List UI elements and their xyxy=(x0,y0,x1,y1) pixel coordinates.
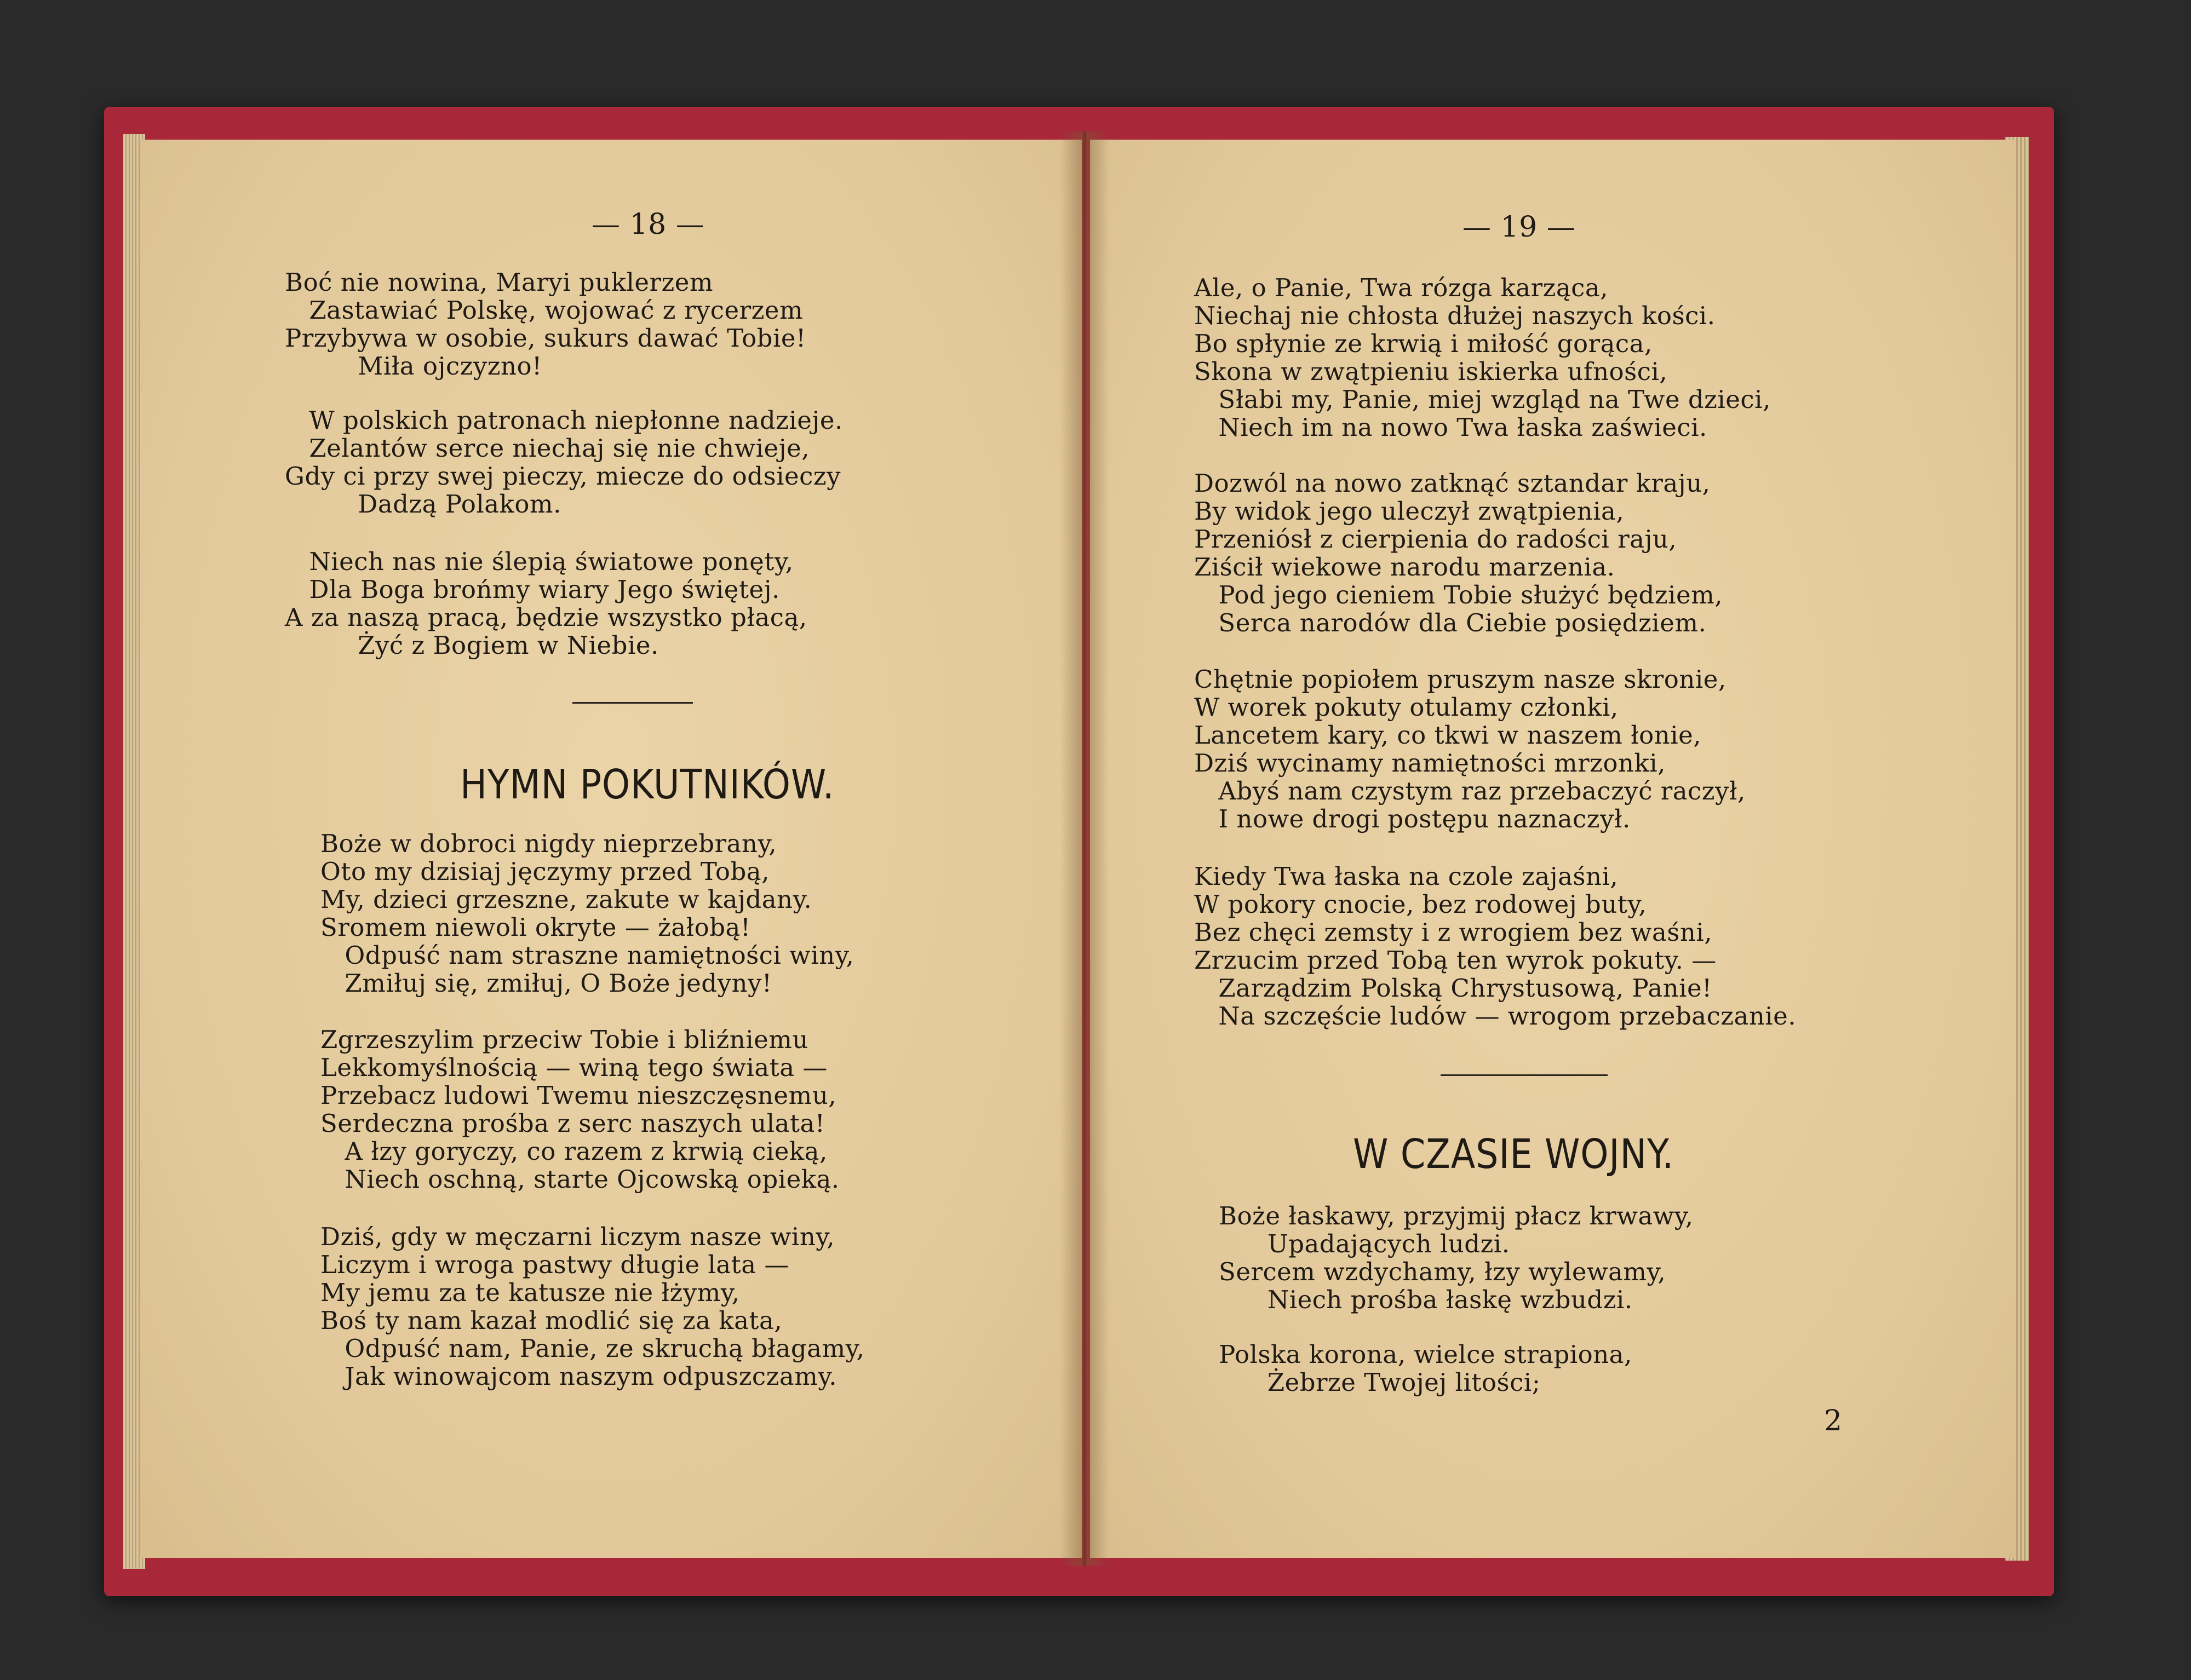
right-stanza-4: Kiedy Twa łaska na czole zajaśni, W pokory cnocie, bez rodowej buty, Bez chęci zemsty i z wrogiem bez waśni, Zrzucim przed Tobą ten wyrok pokuty. — Zarządzim Polską Chrystusową, Panie! Na szczęście ludów — wrogom przebaczanie. xyxy=(1194,862,1797,1031)
right-page-number: — 19 — xyxy=(1462,211,1576,244)
hymn-stanza-2: Zgrzeszylim przeciw Tobie i bliźniemu Lekkomyślnością — winą tego świata — Przebacz ludowi Twemu nieszczęsnemu, Serdeczna prośba z serc naszych ulata! A łzy goryczy, co razem z krwią cieką, Niech oschną, starte Ojcowską opieką. xyxy=(320,1025,840,1194)
book-gutter xyxy=(1060,131,1109,1566)
war-stanza-2: Polska korona, wielce strapiona, Żebrze Twojej litości; xyxy=(1219,1340,1632,1397)
hymn-stanza-1: Boże w dobroci nigdy nieprzebrany, Oto my dzisiaj jęczymy przed Tobą, My, dzieci grzeszne, zakute w kajdany. Sromem niewoli okryte — żałobą! Odpuść nam straszne namiętności winy, Zmiłuj się, zmiłuj, O Boże jedyny! xyxy=(320,829,854,998)
left-page-number: — 18 — xyxy=(592,208,705,241)
left-divider xyxy=(572,702,693,704)
war-stanza-1: Boże łaskawy, przyjmij płacz krwawy, Upadających ludzi. Sercem wzdychamy, łzy wylewamy, Niech prośba łaskę wzbudzi. xyxy=(1219,1201,1694,1314)
right-stanza-2: Dozwól na nowo zatknąć sztandar kraju, By widok jego uleczył zwątpienia, Przeniósł z cierpienia do radości raju, Ziścił wiekowe narodu marzenia. Pod jego cieniem Tobie służyć będziem, Serca narodów dla Ciebie posiędziem. xyxy=(1194,469,1723,637)
left-section-heading: HYMN POKUTNIKÓW. xyxy=(460,761,835,808)
left-stanza-2: W polskich patronach niepłonne nadzieje. Zelantów serce niechaj się nie chwieje, Gdy ci przy swej pieczy, miecze do odsieczy Dadzą Polakom. xyxy=(285,406,843,519)
hymn-stanza-3: Dziś, gdy w męczarni liczym nasze winy, Liczym i wroga pastwy długie lata — My jemu za te katusze nie łżymy, Boś ty nam kazał modlić się za kata, Odpuść nam, Panie, ze skruchą błagamy, Jak winowajcom naszym odpuszczamy. xyxy=(320,1222,865,1391)
left-stanza-3: Niech nas nie ślepią światowe ponęty, Dla Boga brońmy wiary Jego świętej. A za naszą pracą, będzie wszystko płacą, Żyć z Bogiem w Niebie. xyxy=(285,547,807,660)
right-stanza-1: Ale, o Panie, Twa rózga karząca, Niechaj nie chłosta dłużej naszych kości. Bo spłynie ze krwią i miłość gorąca, Skona w zwątpieniu iskierka ufności, Słabi my, Panie, miej wzgląd na Twe dzieci, Niech im na nowo Twa łaska zaświeci. xyxy=(1194,273,1771,442)
signature-mark: 2 xyxy=(1824,1405,1843,1437)
right-stanza-3: Chętnie popiołem pruszym nasze skronie, W worek pokuty otulamy członki, Lancetem kary, co tkwi w naszem łonie, Dziś wycinamy namiętności mrzonki, Abyś nam czystym raz przebaczyć raczył, I nowe drogi postępu naznaczył. xyxy=(1194,665,1746,833)
left-stanza-1: Boć nie nowina, Maryi puklerzem Zastawiać Polskę, wojować z rycerzem Przybywa w osobie, sukurs dawać Tobie! Miła ojczyzno! xyxy=(285,268,806,381)
right-section-heading: W CZASIE WOJNY. xyxy=(1353,1131,1674,1178)
right-divider xyxy=(1441,1074,1608,1076)
